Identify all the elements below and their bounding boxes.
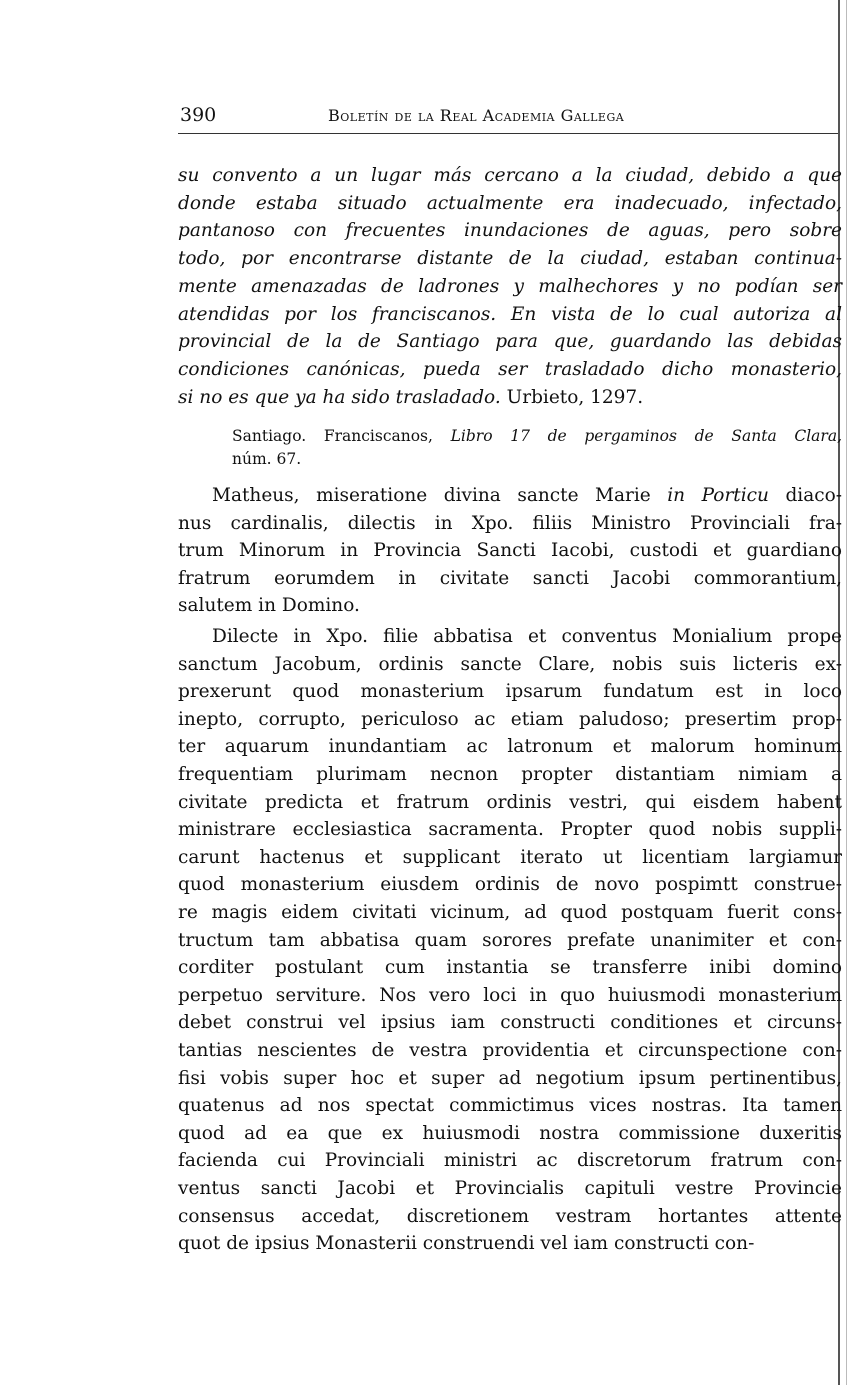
running-header <box>180 104 840 130</box>
text-line <box>212 484 842 508</box>
text-line <box>212 625 842 649</box>
running-title: Boletín de la Real Academia Gallega <box>328 106 625 125</box>
roman-text: Urbieto, 1297. <box>500 386 644 408</box>
roman-text: Matheus, miseratione divina sancte Marie <box>212 485 668 506</box>
roman-text: ter aquarum inundantiam ac latronum et malorum hominum <box>178 736 842 758</box>
italic-text: todo, por encontrarse distante de la ciudad, estaban continua- <box>178 248 842 270</box>
roman-text: Santiago. Franciscanos, <box>232 427 451 445</box>
text-line <box>178 219 842 243</box>
roman-text: frequentiam plurimam necnon propter distantiam nimiam a <box>178 764 842 785</box>
text-line <box>178 567 842 591</box>
text-line <box>178 680 842 704</box>
text-line <box>178 386 842 410</box>
text-line <box>178 873 842 897</box>
italic-text: atendidas por los franciscanos. En vista de lo cual autoriza al <box>178 303 842 325</box>
roman-text: quod ad ea que ex huiusmodi nostra commissione duxeritis <box>178 1122 842 1144</box>
roman-text: re magis eidem civitati vicinum, ad quod postquam fuerit cons- <box>178 902 842 923</box>
text-line <box>178 164 842 188</box>
text-line <box>178 1011 842 1035</box>
roman-text: tantias nescientes de vestra providentia et circunspectione con- <box>178 1040 842 1061</box>
roman-text: perpetuo serviture. Nos vero loci in quo huiusmodi monasterium <box>178 984 842 1006</box>
roman-text: salutem in Domino. <box>178 595 360 617</box>
text-line <box>178 929 842 953</box>
roman-text: consensus accedat, discretionem vestram hortantes attente <box>178 1205 842 1227</box>
text-line <box>178 818 842 842</box>
text-line <box>178 735 842 759</box>
text-line <box>178 539 842 563</box>
text-line <box>178 653 842 677</box>
footnote-line <box>232 424 842 448</box>
roman-text: Dilecte in Xpo. filie abbatisa et conventus Monialium prope <box>212 626 842 647</box>
roman-text: trum Minorum in Provincia Sancti Iacobi, custodi et guardiano <box>178 540 842 562</box>
roman-text: prexerunt quod monasterium ipsarum fundatum est in loco <box>178 681 842 703</box>
header-rule <box>178 133 840 134</box>
italic-text: mente amenazadas de ladrones y malhechores y no podían ser <box>178 275 842 297</box>
text-line <box>178 358 842 382</box>
text-line <box>178 984 842 1008</box>
text-line <box>178 791 842 815</box>
roman-text: ventus sancti Jacobi et Provincialis capituli vestre Provincie <box>178 1178 842 1199</box>
text-line <box>178 192 842 216</box>
text-line <box>178 1039 842 1063</box>
roman-text: nus cardinalis, dilectis in Xpo. filiis Ministro Provinciali fra- <box>178 512 842 534</box>
text-line <box>178 956 842 980</box>
italic-text: pantanoso con frecuentes inundaciones de aguas, pero sobre <box>178 220 842 242</box>
text-line <box>178 1177 842 1201</box>
roman-text: diaco- <box>768 485 842 506</box>
italic-text: condiciones canónicas, pueda ser trasladado dicho monasterio, <box>178 358 842 380</box>
page-number: 390 <box>180 104 217 126</box>
text-line <box>178 1149 842 1173</box>
italic-text: in Porticu <box>667 485 769 506</box>
text-line <box>178 330 842 354</box>
roman-text: quatenus ad nos spectat commictimus vices nostras. Ita tamen <box>178 1095 842 1117</box>
text-line <box>178 275 842 299</box>
roman-text: sanctum Jacobum, ordinis sancte Clare, nobis suis licteris ex- <box>178 653 842 675</box>
text-line <box>178 1067 842 1091</box>
text-line <box>178 594 842 618</box>
text-line <box>178 846 842 870</box>
footnote-line <box>232 447 842 471</box>
scan-edge-shadow <box>846 0 847 1385</box>
text-line <box>178 1232 842 1256</box>
text-line <box>178 303 842 327</box>
roman-text: inepto, corrupto, periculoso ac etiam paludoso; presertim prop- <box>178 708 842 730</box>
italic-text: provincial de la de Santiago para que, guardando las debidas <box>178 331 842 353</box>
italic-text: si no es que ya ha sido trasladado. <box>178 386 501 408</box>
roman-text: ministrare ecclesiastica sacramenta. Propter quod nobis suppli- <box>178 819 842 841</box>
text-line <box>178 247 842 271</box>
text-line <box>178 763 842 787</box>
roman-text: quot de ipsius Monasterii construendi vel iam constructi con- <box>178 1233 755 1255</box>
roman-text: facienda cui Provinciali ministri ac discretorum fratrum con- <box>178 1150 842 1172</box>
text-line <box>178 901 842 925</box>
roman-text: debet construi vel ipsius iam constructi conditiones et circuns- <box>178 1012 842 1034</box>
roman-text: fratrum eorumdem in civitate sancti Jacobi commorantium, <box>178 567 842 589</box>
text-line <box>178 1122 842 1146</box>
roman-text: quod monasterium eiusdem ordinis de novo pospimtt construe- <box>178 874 842 896</box>
roman-text: fisi vobis super hoc et super ad negotium ipsum pertinentibus, <box>178 1067 842 1089</box>
italic-text: donde estaba situado actualmente era inadecuado, infectado, <box>178 192 842 214</box>
text-line <box>178 512 842 536</box>
text-line <box>178 708 842 732</box>
roman-text: civitate predicta et fratrum ordinis vestri, qui eisdem habent <box>178 791 842 813</box>
italic-text: su convento a un lugar más cercano a la ciudad, debido a que <box>178 165 842 186</box>
italic-text: Libro 17 de pergaminos de Santa Clara, <box>450 427 842 445</box>
roman-text: núm. 67. <box>232 450 302 468</box>
text-line <box>178 1205 842 1229</box>
roman-text: corditer postulant cum instantia se transferre inibi domino <box>178 957 842 979</box>
text-line <box>178 1094 842 1118</box>
roman-text: carunt hactenus et supplicant iterato ut licentiam largiamur <box>178 846 842 868</box>
roman-text: tructum tam abbatisa quam sorores prefate unanimiter et con- <box>178 929 842 951</box>
